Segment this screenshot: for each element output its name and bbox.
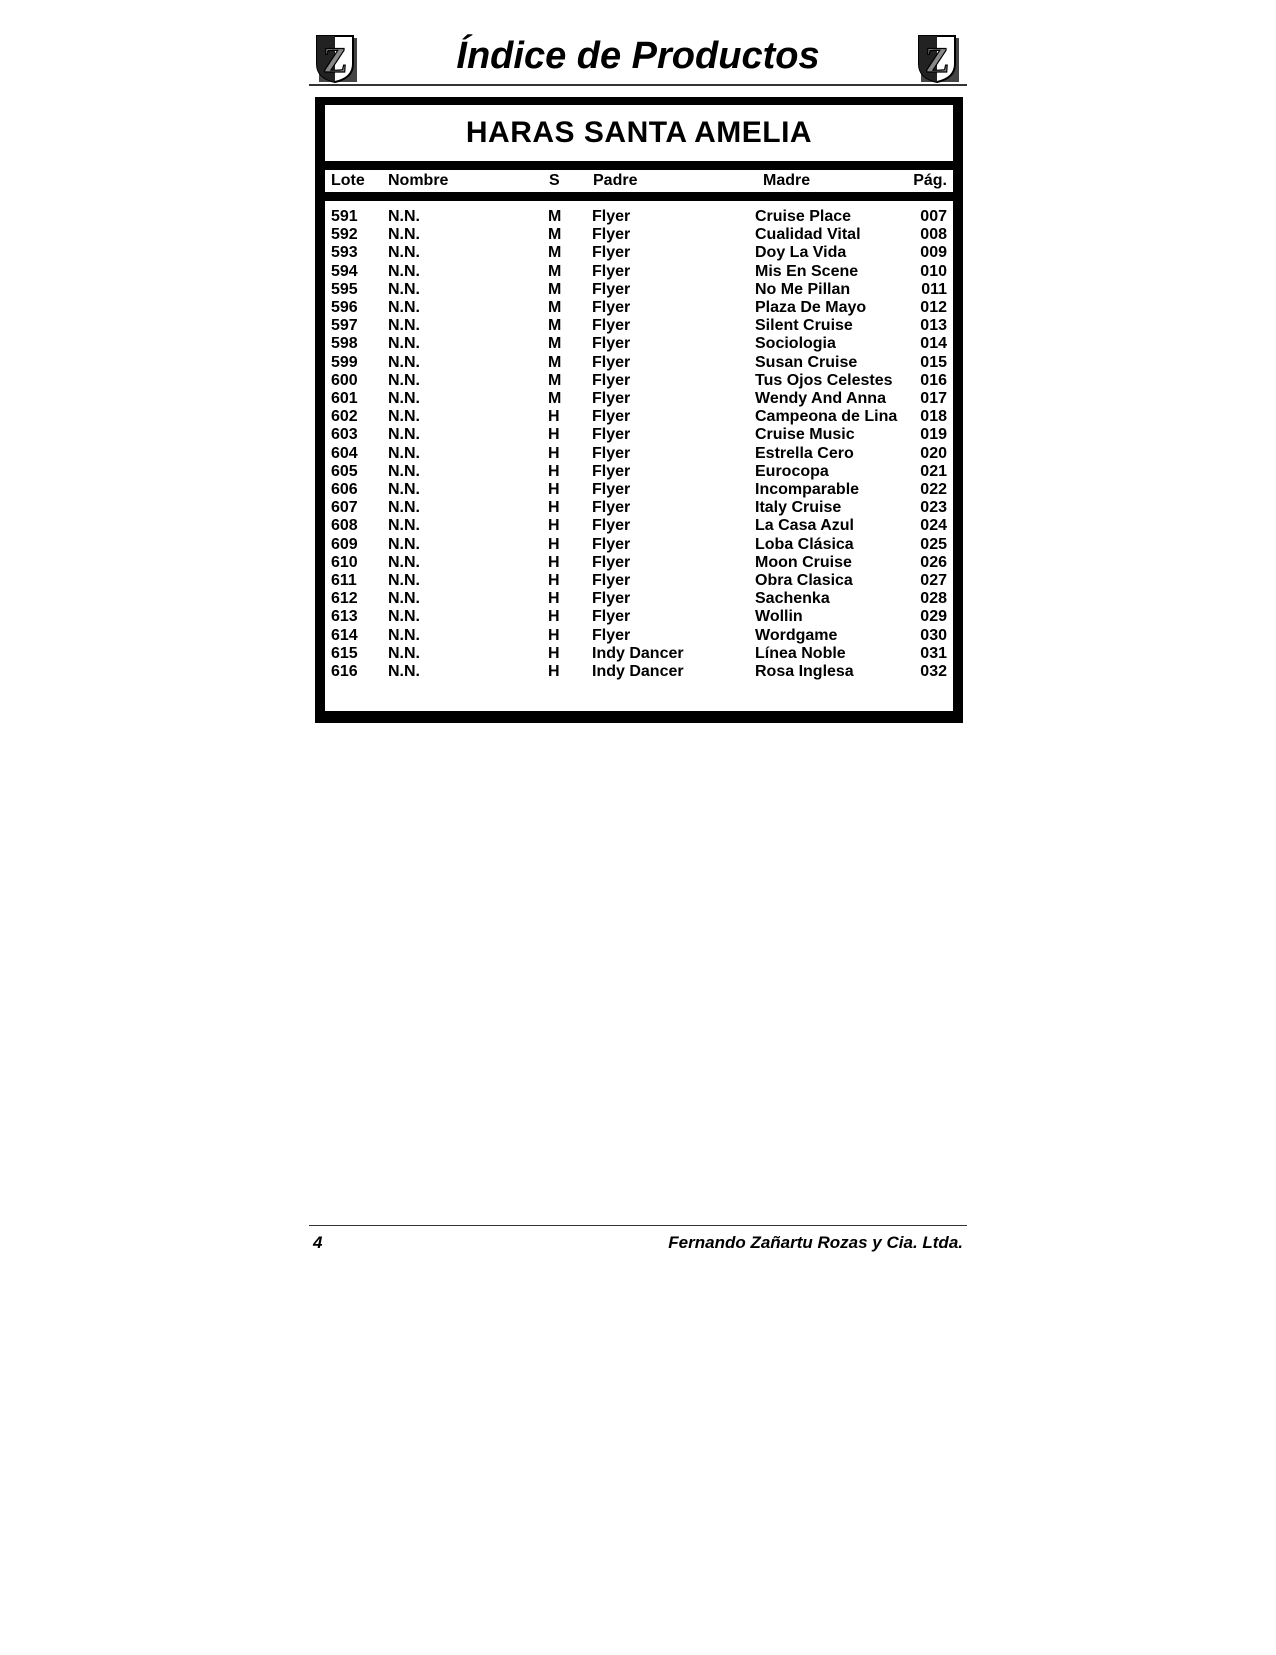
cell-sexo: H xyxy=(548,590,560,608)
cell-sexo: H xyxy=(548,644,560,662)
cell-padre: Flyer xyxy=(592,299,631,316)
cell-nombre: N.N. xyxy=(388,590,420,608)
cell-lote: 609 xyxy=(331,535,358,553)
cell-lote: 595 xyxy=(331,280,358,298)
table-header xyxy=(325,170,953,192)
cell-sexo: H xyxy=(548,626,560,644)
cell-lote: 593 xyxy=(331,244,358,262)
cell-nombre: N.N. xyxy=(388,335,420,353)
cell-pag: 016 xyxy=(920,371,947,389)
cell-lote: 594 xyxy=(331,262,358,280)
cell-lote: 616 xyxy=(331,663,358,680)
cell-pag: 028 xyxy=(920,590,947,608)
table-body xyxy=(325,201,953,711)
cell-padre: Flyer xyxy=(592,390,631,407)
table-row xyxy=(325,225,953,244)
cell-madre: Línea Noble xyxy=(755,644,846,662)
table-row xyxy=(325,626,953,645)
table-row xyxy=(325,407,953,426)
cell-padre: Flyer xyxy=(592,280,631,298)
cell-madre: Wollin xyxy=(755,608,803,626)
table-row xyxy=(325,425,953,444)
cell-pag: 030 xyxy=(920,626,947,644)
cell-nombre: N.N. xyxy=(388,390,420,407)
cell-nombre: N.N. xyxy=(388,572,420,589)
cell-nombre: N.N. xyxy=(388,517,420,535)
header-rule xyxy=(309,84,967,86)
svg-text:Z: Z xyxy=(924,40,950,80)
cell-nombre: N.N. xyxy=(388,644,420,662)
table-row xyxy=(325,207,953,226)
cell-pag: 022 xyxy=(920,481,947,498)
page-header xyxy=(309,28,967,86)
cell-madre: Cruise Music xyxy=(755,426,855,444)
cell-madre: Susan Cruise xyxy=(755,353,858,371)
table-row xyxy=(325,589,953,608)
page-number: 4 xyxy=(313,1233,323,1252)
col-padre: Padre xyxy=(593,172,638,189)
cell-padre: Indy Dancer xyxy=(592,644,684,662)
page-footer xyxy=(309,1225,967,1255)
farm-name: HARAS SANTA AMELIA xyxy=(465,116,813,149)
cell-lote: 614 xyxy=(331,626,358,644)
cell-madre: Tus Ojos Celestes xyxy=(755,371,893,389)
cell-pag: 009 xyxy=(920,244,947,262)
table-row xyxy=(325,462,953,481)
cell-madre: Eurocopa xyxy=(755,462,829,480)
cell-sexo: H xyxy=(548,517,560,535)
cell-sexo: M xyxy=(548,335,562,353)
cell-sexo: H xyxy=(548,408,560,426)
cell-padre: Flyer xyxy=(592,553,631,571)
cell-madre: Loba Clásica xyxy=(755,535,854,553)
cell-lote: 615 xyxy=(331,644,358,662)
cell-sexo: M xyxy=(548,208,562,225)
col-lote: Lote xyxy=(331,172,365,189)
table-row xyxy=(325,662,953,681)
table-row xyxy=(325,389,953,408)
cell-sexo: H xyxy=(548,481,560,498)
cell-nombre: N.N. xyxy=(388,626,420,644)
cell-nombre: N.N. xyxy=(388,371,420,389)
index-table-frame xyxy=(315,97,963,723)
cell-sexo: H xyxy=(548,553,560,571)
cell-sexo: M xyxy=(548,371,562,389)
cell-lote: 611 xyxy=(331,572,357,589)
cell-lote: 601 xyxy=(331,390,358,407)
cell-nombre: N.N. xyxy=(388,208,420,225)
cell-madre: Estrella Cero xyxy=(755,444,854,462)
table-row xyxy=(325,535,953,554)
table-row xyxy=(325,480,953,499)
col-pag: Pág. xyxy=(913,172,947,189)
cell-sexo: M xyxy=(548,280,562,298)
cell-pag: 012 xyxy=(920,299,947,316)
page-title: Índice de Productos xyxy=(456,35,820,77)
cell-lote: 603 xyxy=(331,426,358,444)
cell-pag: 032 xyxy=(920,663,947,680)
cell-nombre: N.N. xyxy=(388,299,420,316)
cell-sexo: M xyxy=(548,353,562,371)
table-row xyxy=(325,444,953,463)
cell-madre: Incomparable xyxy=(755,481,860,498)
cell-nombre: N.N. xyxy=(388,608,420,626)
cell-madre: Sachenka xyxy=(755,590,830,608)
cell-madre: Campeona de Lina xyxy=(755,408,898,426)
cell-sexo: M xyxy=(548,299,562,316)
cell-lote: 610 xyxy=(331,553,358,571)
cell-pag: 031 xyxy=(920,644,947,662)
cell-nombre: N.N. xyxy=(388,317,420,335)
table-row xyxy=(325,644,953,663)
cell-pag: 011 xyxy=(921,280,947,298)
cell-lote: 605 xyxy=(331,462,358,480)
cell-pag: 019 xyxy=(920,426,947,444)
cell-padre: Flyer xyxy=(592,317,631,335)
cell-madre: Italy Cruise xyxy=(755,499,842,517)
table-row xyxy=(325,262,953,281)
cell-madre: Cruise Place xyxy=(755,208,852,225)
company-logo xyxy=(313,34,361,84)
cell-lote: 597 xyxy=(331,317,358,335)
cell-nombre: N.N. xyxy=(388,408,420,426)
cell-madre: Moon Cruise xyxy=(755,553,852,571)
cell-lote: 613 xyxy=(331,608,358,626)
svg-text:Z: Z xyxy=(322,40,348,80)
cell-padre: Flyer xyxy=(592,353,631,371)
cell-padre: Flyer xyxy=(592,535,631,553)
cell-sexo: M xyxy=(548,317,562,335)
col-madre: Madre xyxy=(763,172,811,189)
cell-pag: 027 xyxy=(920,572,947,589)
cell-pag: 020 xyxy=(920,444,947,462)
cell-lote: 606 xyxy=(331,481,358,498)
cell-pag: 024 xyxy=(920,517,947,535)
company-name: Fernando Zañartu Rozas y Cia. Ltda. xyxy=(668,1233,963,1252)
table-row xyxy=(325,280,953,299)
cell-sexo: H xyxy=(548,663,560,680)
cell-madre: No Me Pillan xyxy=(755,280,851,298)
cell-pag: 007 xyxy=(920,208,947,225)
cell-madre: Wendy And Anna xyxy=(755,390,886,407)
cell-sexo: M xyxy=(548,244,562,262)
cell-lote: 604 xyxy=(331,444,358,462)
cell-pag: 023 xyxy=(920,499,947,517)
col-sexo: S xyxy=(549,172,560,189)
table-row xyxy=(325,334,953,353)
cell-madre: Cualidad Vital xyxy=(755,226,861,244)
cell-madre: Obra Clasica xyxy=(755,572,853,589)
cell-padre: Flyer xyxy=(592,462,631,480)
cell-nombre: N.N. xyxy=(388,226,420,244)
cell-pag: 025 xyxy=(920,535,947,553)
cell-padre: Flyer xyxy=(592,608,631,626)
cell-pag: 017 xyxy=(920,390,947,407)
cell-sexo: H xyxy=(548,444,560,462)
cell-pag: 008 xyxy=(920,226,947,244)
table-row xyxy=(325,316,953,335)
cell-padre: Flyer xyxy=(592,444,631,462)
cell-sexo: H xyxy=(548,535,560,553)
farm-title-box xyxy=(325,105,953,161)
cell-pag: 026 xyxy=(920,553,947,571)
cell-lote: 600 xyxy=(331,371,358,389)
cell-nombre: N.N. xyxy=(388,462,420,480)
cell-nombre: N.N. xyxy=(388,262,420,280)
cell-padre: Flyer xyxy=(592,262,631,280)
cell-nombre: N.N. xyxy=(388,499,420,517)
table-row xyxy=(325,298,953,317)
cell-padre: Flyer xyxy=(592,426,631,444)
company-logo xyxy=(915,34,963,84)
cell-lote: 596 xyxy=(331,299,358,316)
cell-padre: Flyer xyxy=(592,244,631,262)
table-row xyxy=(325,607,953,626)
cell-sexo: M xyxy=(548,226,562,244)
cell-nombre: N.N. xyxy=(388,280,420,298)
cell-pag: 021 xyxy=(920,462,947,480)
table-row xyxy=(325,571,953,590)
table-row xyxy=(325,553,953,572)
cell-padre: Flyer xyxy=(592,626,631,644)
cell-nombre: N.N. xyxy=(388,244,420,262)
cell-sexo: H xyxy=(548,608,560,626)
cell-nombre: N.N. xyxy=(388,426,420,444)
cell-nombre: N.N. xyxy=(388,353,420,371)
table-row xyxy=(325,516,953,535)
cell-madre: Rosa Inglesa xyxy=(755,663,854,680)
cell-madre: Mis En Scene xyxy=(755,262,859,280)
cell-sexo: M xyxy=(548,262,562,280)
cell-nombre: N.N. xyxy=(388,481,420,498)
table-row xyxy=(325,353,953,372)
cell-sexo: H xyxy=(548,572,560,589)
cell-nombre: N.N. xyxy=(388,444,420,462)
col-nombre: Nombre xyxy=(388,172,449,189)
cell-lote: 607 xyxy=(331,499,358,517)
table-row xyxy=(325,498,953,517)
cell-lote: 598 xyxy=(331,335,358,353)
footer-rule xyxy=(309,1225,967,1226)
cell-madre: Sociologia xyxy=(755,335,836,353)
table-row xyxy=(325,243,953,262)
cell-padre: Flyer xyxy=(592,335,631,353)
cell-padre: Flyer xyxy=(592,481,631,498)
cell-pag: 015 xyxy=(920,353,947,371)
cell-madre: La Casa Azul xyxy=(755,517,854,535)
table-row xyxy=(325,371,953,390)
cell-nombre: N.N. xyxy=(388,553,420,571)
cell-padre: Indy Dancer xyxy=(592,663,684,680)
cell-lote: 602 xyxy=(331,408,358,426)
cell-padre: Flyer xyxy=(592,408,631,426)
cell-lote: 612 xyxy=(331,590,358,608)
cell-pag: 018 xyxy=(920,408,947,426)
cell-sexo: H xyxy=(548,499,560,517)
cell-sexo: H xyxy=(548,426,560,444)
cell-lote: 608 xyxy=(331,517,358,535)
cell-madre: Doy La Vida xyxy=(755,244,847,262)
cell-pag: 014 xyxy=(920,335,947,353)
cell-madre: Silent Cruise xyxy=(755,317,853,335)
cell-padre: Flyer xyxy=(592,208,631,225)
cell-padre: Flyer xyxy=(592,517,631,535)
cell-pag: 010 xyxy=(920,262,947,280)
cell-pag: 029 xyxy=(920,608,947,626)
cell-pag: 013 xyxy=(920,317,947,335)
cell-sexo: M xyxy=(548,390,562,407)
cell-nombre: N.N. xyxy=(388,535,420,553)
cell-nombre: N.N. xyxy=(388,663,420,680)
cell-madre: Plaza De Mayo xyxy=(755,299,867,316)
cell-padre: Flyer xyxy=(592,226,631,244)
cell-lote: 591 xyxy=(331,208,358,225)
cell-sexo: H xyxy=(548,462,560,480)
cell-padre: Flyer xyxy=(592,499,631,517)
cell-lote: 599 xyxy=(331,353,358,371)
cell-padre: Flyer xyxy=(592,371,631,389)
cell-lote: 592 xyxy=(331,226,358,244)
cell-padre: Flyer xyxy=(592,572,631,589)
cell-padre: Flyer xyxy=(592,590,631,608)
cell-madre: Wordgame xyxy=(755,626,838,644)
